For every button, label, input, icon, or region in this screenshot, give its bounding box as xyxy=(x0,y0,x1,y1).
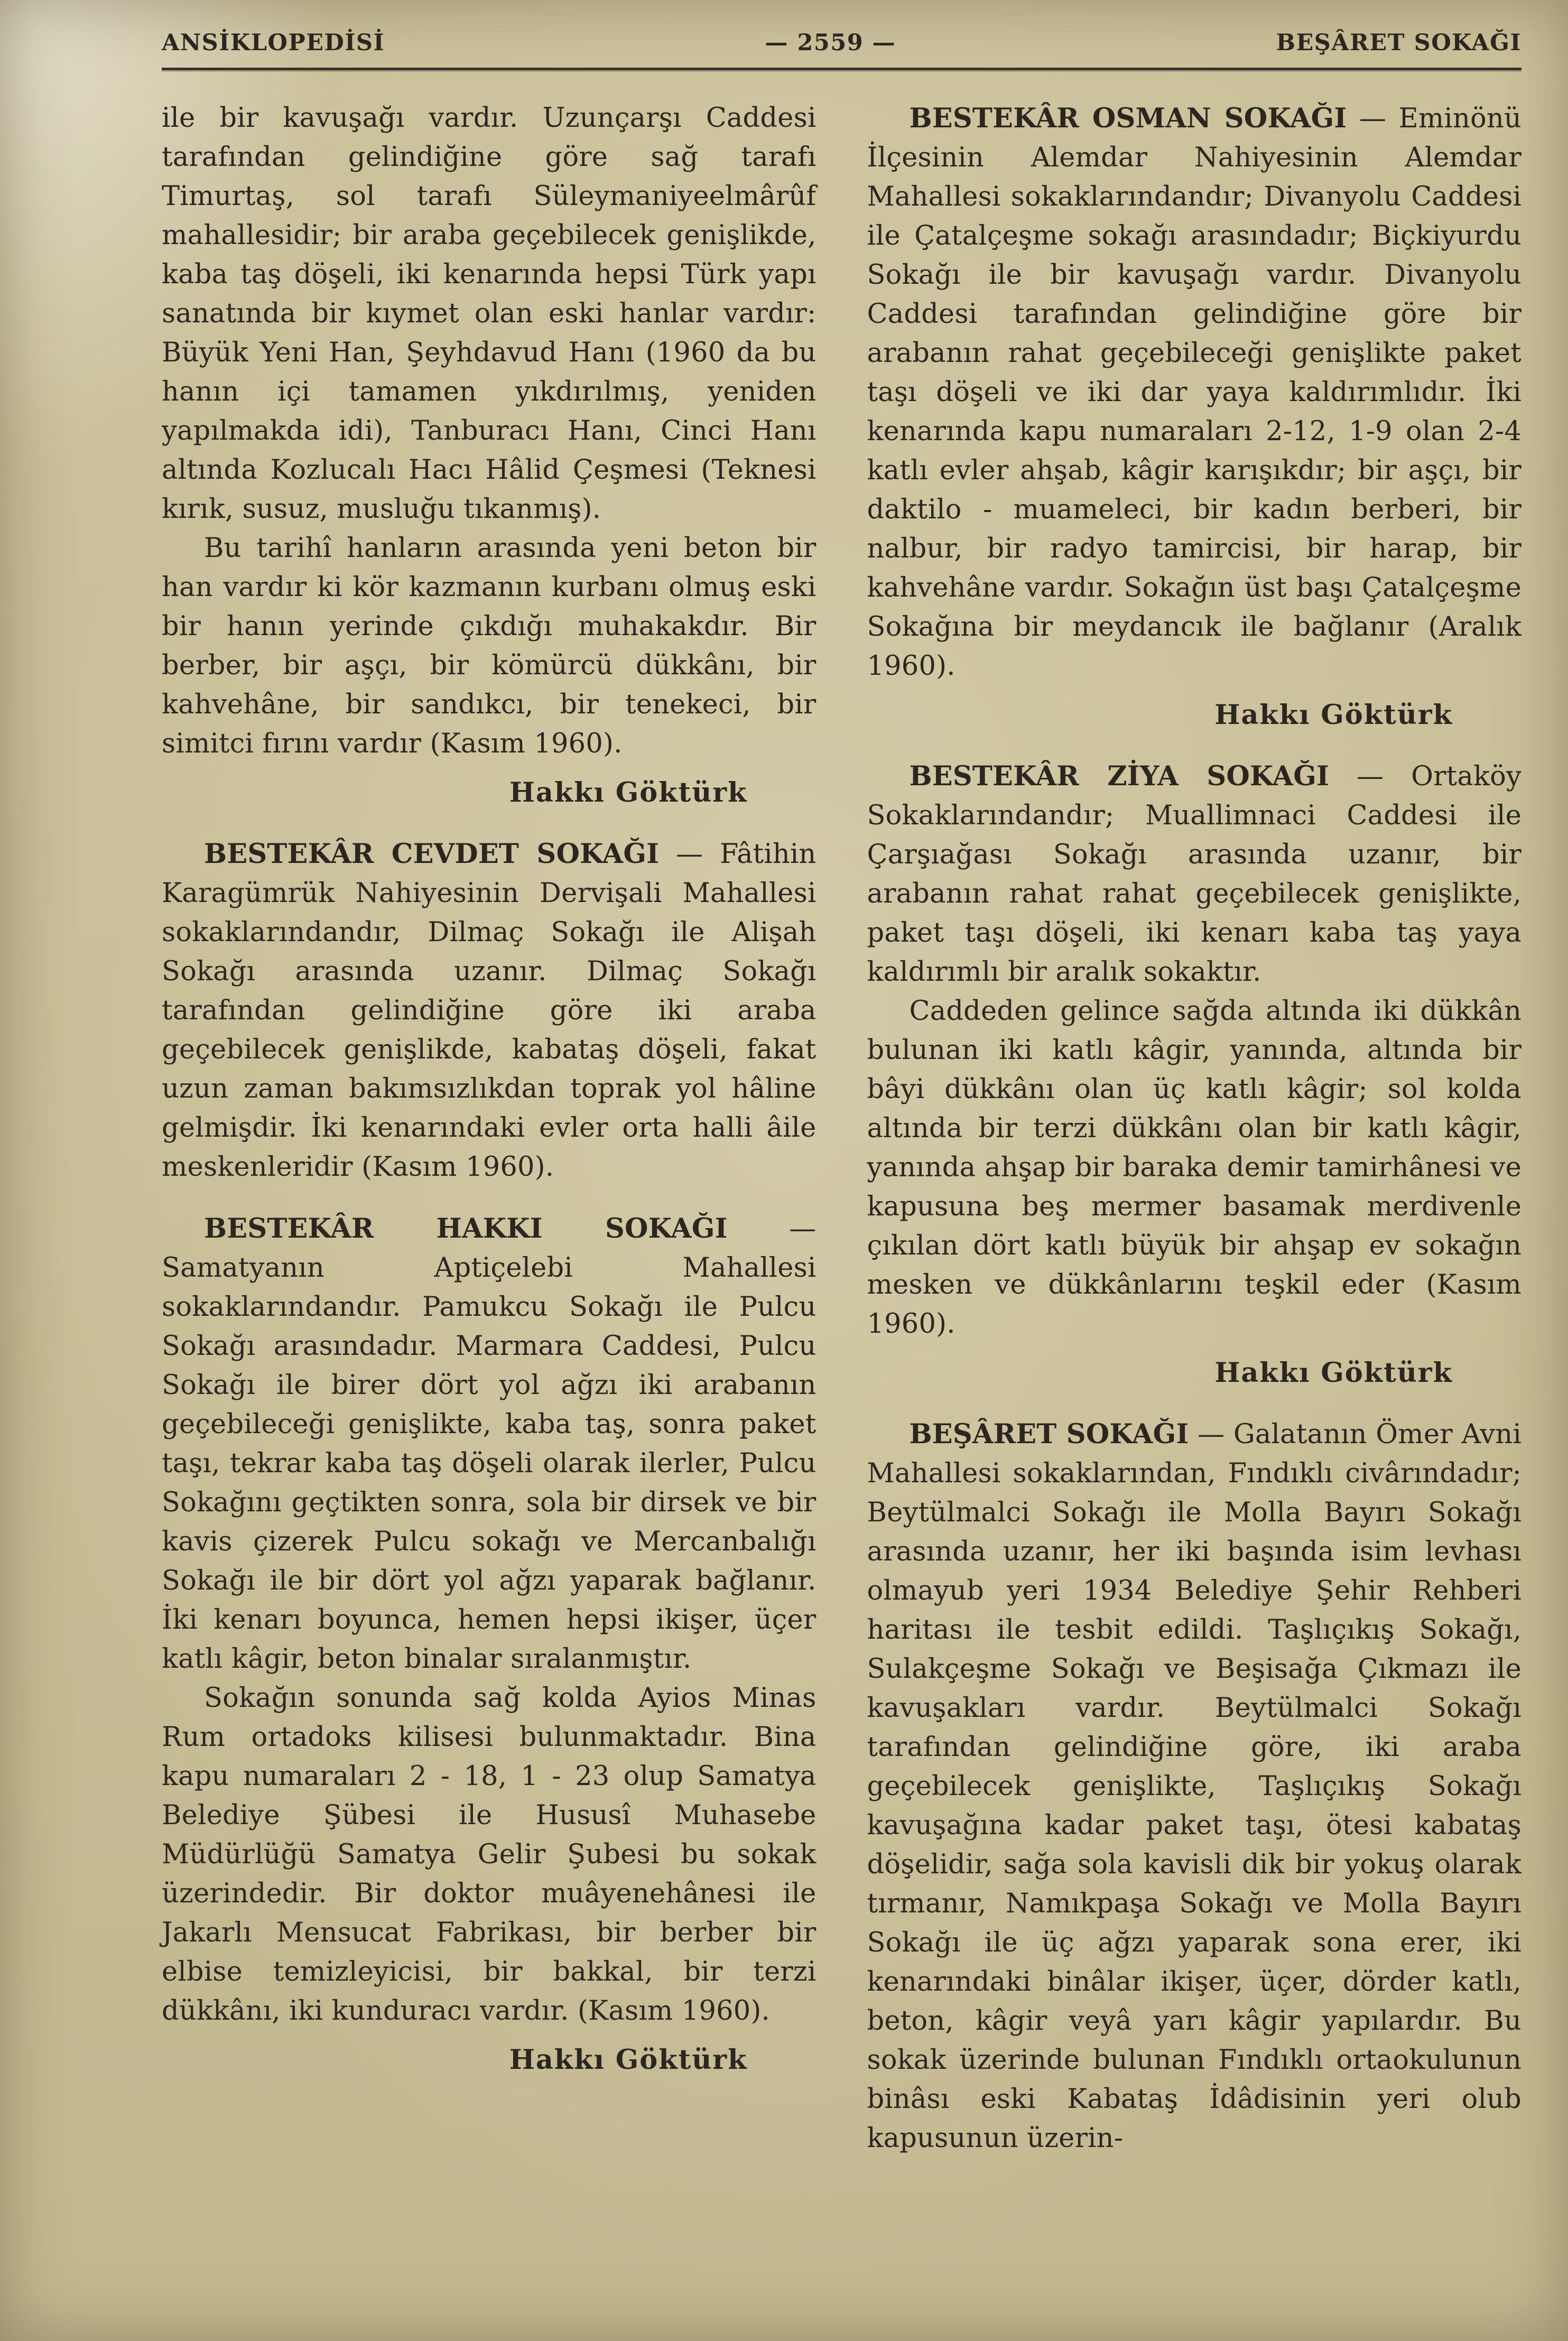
entry-text: — Galatanın Ömer Avni Mahallesi sokaklarından, Fındıklı civârındadır; Beytülmalci Sokağı ile Molla Bayırı Sokağı arasında uzanır, her iki başında isim levhası olmayub yeri 1934 Belediye Şehir Rehberi haritası ile tesbit edildi. Taşlıçıkış Sokağı, Sulakçeşme Sokağı ve Beşisağa Çıkmazı ile kavuşakları vardır. Beytülmalci Sokağı tarafından gelindiğine göre, iki araba geçebilecek genişlikte, Taşlıçıkış Sokağı kavuşağına kadar paket taşı, ötesi kabataş döşelidir, sağa sola kavisli dik bir yokuş olarak tırmanır, Namıkpaşa Sokağı ve Molla Bayırı Sokağı ile üç ağzı yaparak sona erer, iki kenarındaki binâlar ikişer, üçer, dörder katlı, beton, kâgir veyâ yarı kâgir yapılardır. Bu sokak üzerinde bulunan Fındıklı ortaokulunun binâsı eski Kabataş İdâdisinin yeri olub kapusunun üzerin- xyxy=(867,1419,1521,2154)
header-entry-title: BEŞÂRET SOKAĞI xyxy=(1276,30,1521,56)
paragraph: Bu tarihî hanların arasında yeni beton bir han vardır ki kör kazmanın kurbanı olmuş eski bir hanın yerinde çıkdığı muhakakdır. Bir berber, bir aşçı, bir kömürcü dükkânı, bir kahvehâne, bir sandıkcı, bir tenekeci, bir simitci fırını vardır (Kasım 1960). xyxy=(162,533,817,759)
page-number: — 2559 — xyxy=(765,30,896,56)
right-column xyxy=(867,99,1522,2158)
entry-text: — Eminönü İlçesinin Alemdar Nahiyesinin Alemdar Mahallesi sokaklarındandır; Divanyolu Caddesi ile Çatalçeşme sokağı arasındadır; Biçkiyurdu Sokağı ile bir kavuşağı vardır. Divanyolu Caddesi tarafından gelindiğine göre bir arabanın rahat geçebileceği genişlikte paket taşı döşeli ve iki dar yaya kaldırımlıdır. İki kenarında kapu numaraları 2-12, 1-9 olan 2-4 katlı evler ahşab, kâgir karışıkdır; bir aşçı, bir daktilo - muameleci, bir kadın berberi, bir nalbur, bir radyo tamircisi, bir harap, bir kahvehâne vardır. Sokağın üst başı Çatalçeşme Sokağına bir meydancık ile bağlanır (Aralık 1960). xyxy=(867,103,1521,682)
entry-paragraph xyxy=(162,1209,817,1679)
entry-paragraph xyxy=(162,834,817,1187)
entry-text: — Samatyanın Aptiçelebi Mahallesi sokaklarındandır. Pamukcu Sokağı ile Pulcu Sokağı arasındadır. Marmara Caddesi, Pulcu Sokağı ile birer dört yol ağzı iki arabanın geçebileceği genişlikte, kaba taş, sonra paket taşı, tekrar kaba taş döşeli olarak ilerler, Pulcu Sokağını geçtikten sonra, sola bir dirsek ve bir kavis çizerek Pulcu sokağı ve Mercanbalığı Sokağı ile bir dört yol ağzı yaparak bağlanır. İki kenarı boyunca, hemen hepsi ikişer, üçer katlı kâgir, beton binalar sıralanmıştır. xyxy=(162,1213,817,1675)
author-signature: Hakkı Göktürk xyxy=(509,2044,748,2076)
text-columns xyxy=(162,99,1521,2158)
entry-heading: BESTEKÂR ZİYA SOKAĞI xyxy=(909,760,1330,792)
entry-heading: BESTEKÂR CEVDET SOKAĞI xyxy=(204,838,660,870)
paragraph: Sokağın sonunda sağ kolda Ayios Minas Rum ortadoks kilisesi bulunmaktadır. Bina kapu numaraları 2 - 18, 1 - 23 olup Samatya Belediye Şübesi ile Hususî Muhasebe Müdürlüğü Samatya Gelir Şubesi bu sokak üzerindedir. Bir doktor muâyenehânesi ile Jakarlı Mensucat Fabrikası, bir berber bir elbise temizleyicisi, bir bakkal, bir terzi dükkânı, iki kunduracı vardır. (Kasım 1960). xyxy=(162,1683,817,2027)
left-column xyxy=(162,99,817,2158)
entry-text: — Ortaköy Sokaklarındandır; Muallimnaci Caddesi ile Çarşıağası Sokağı arasında uzanır, bir arabanın rahat rahat geçebilecek genişlikte, paket taşı döşeli, iki kenarı kaba taş yaya kaldırımlı bir aralık sokaktır. xyxy=(867,761,1521,988)
entry-heading: BESTEKÂR OSMAN SOKAĞI xyxy=(909,103,1347,134)
paragraph: Caddeden gelince sağda altında iki dükkân bulunan iki katlı kâgir, yanında, altında bir bâyi dükkânı olan üç katlı kâgir; sol kolda altında bir terzi dükkânı olan bir katlı kâgir, yanında ahşap bir baraka demir tamirhânesi ve kapusuna beş mermer basamak merdivenle çıkılan dört katlı büyük bir ahşap ev sokağın mesken ve dükkânlarını teşkil eder (Kasım 1960). xyxy=(867,996,1521,1340)
header-volume-title: ANSİKLOPEDİSİ xyxy=(162,30,385,56)
author-signature: Hakkı Göktürk xyxy=(509,777,748,809)
paragraph: ile bir kavuşağı vardır. Uzunçarşı Caddesi tarafından gelindiğine göre sağ tarafı Timurtaş, sol tarafı Süleymaniyeelmârûf mahallesidir; bir araba geçebilecek genişlikde, kaba taş döşeli, iki kenarında hepsi Türk yapı sanatında bir kıymet olan eski hanlar vardır: Büyük Yeni Han, Şeyhdavud Hanı (1960 da bu hanın içi tamamen yıkdırılmış, yeniden yapılmakda idi), Tanburacı Hanı, Cinci Hanı altında Kozlucalı Hacı Hâlid Çeşmesi (Teknesi kırık, susuz, musluğu tıkanmış). xyxy=(162,103,817,525)
page-header xyxy=(162,30,1521,56)
author-signature: Hakkı Göktürk xyxy=(1214,1357,1453,1389)
entry-text: — Fâtihin Karagümrük Nahiyesinin Dervişali Mahallesi sokaklarındandır, Dilmaç Sokağı ile Alişah Sokağı arasında uzanır. Dilmaç Sokağı tarafından gelindiğine göre iki araba geçebilecek genişlikde, kabataş döşeli, fakat uzun zaman bakımsızlıkdan toprak yol hâline gelmişdir. İki kenarındaki evler orta halli âile meskenleridir (Kasım 1960). xyxy=(162,839,817,1183)
entry-heading: BESTEKÂR HAKKI SOKAĞI xyxy=(204,1213,728,1244)
header-rule xyxy=(162,68,1521,70)
entry-heading: BEŞÂRET SOKAĞI xyxy=(909,1418,1189,1450)
entry-paragraph xyxy=(867,1415,1522,2158)
author-signature: Hakkı Göktürk xyxy=(1214,699,1453,731)
entry-paragraph xyxy=(867,99,1522,686)
entry-paragraph xyxy=(867,757,1522,992)
